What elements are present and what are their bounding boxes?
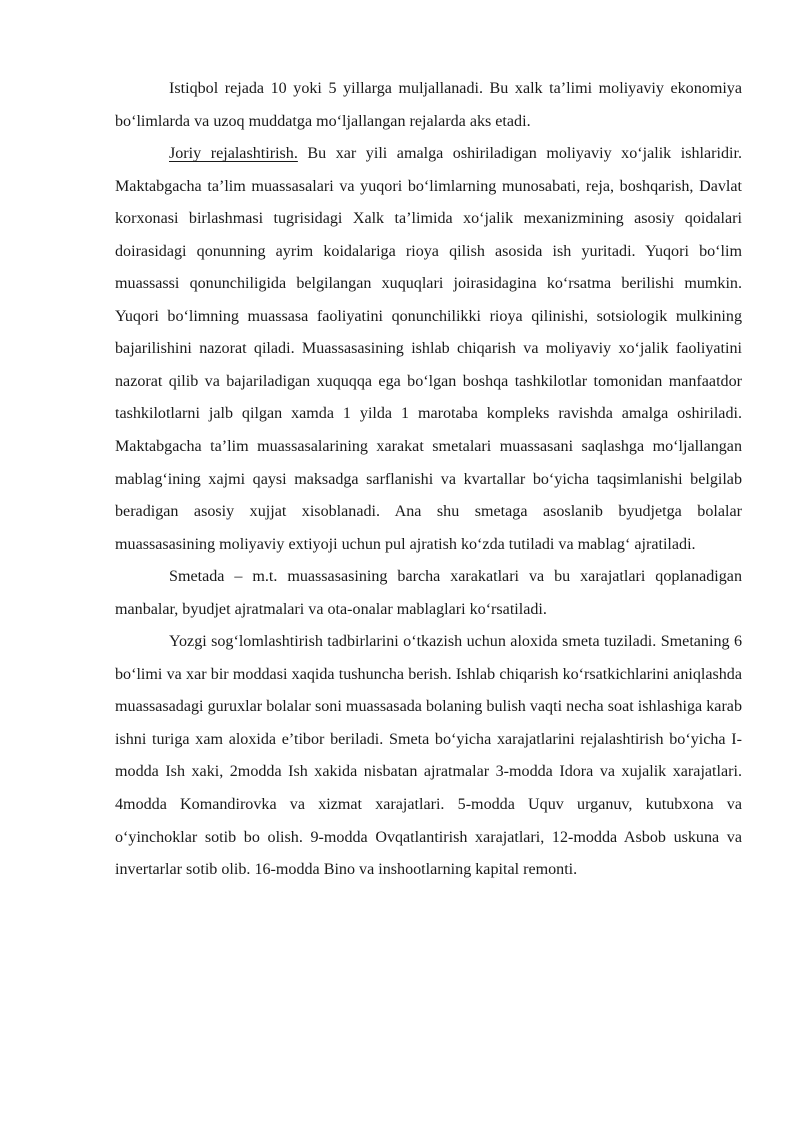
paragraph-heading: Joriy rejalashtirish. bbox=[169, 145, 298, 163]
document-body bbox=[115, 73, 742, 887]
paragraph-text: Istiqbol rejada 10 yoki 5 yillarga muljallanadi. Bu xalk ta’limi moliyaviy ekonomiya bo‘limlarda va uzoq muddatga mo‘ljallangan rejalarda aks etadi. bbox=[115, 80, 742, 130]
paragraph-text: Bu xar yili amalga oshiriladigan moliyaviy xo‘jalik ishlaridir. Maktabgacha ta’lim muassasalari va yuqori bo‘limlarning munosabati, reja, boshqarish, Davlat korxonasi birlashmasi tugrisidagi Xalk ta’limida xo‘jalik mexanizmining asosiy qoidalari doirasidagi qonunning ayrim koidalariga rioya qilish asosida ish yuritadi. Yuqori bo‘lim muassassi qonunchiligida belgilangan xuquqlari joirasidagina ko‘rsatma berilishi mumkin. Yuqori bo‘limning muassasa faoliyatini qonunchilikki rioya qilinishi, sotsiologik mulkining bajarilishini nazorat qiladi. Muassasasining ishlab chiqarish va moliyaviy xo‘jalik faoliyatini nazorat qilib va bajariladigan xuquqqa ega bo‘lgan boshqa tashkilotlar tomonidan manfaatdor tashkilotlarni jalb qilgan xamda 1 yilda 1 marotaba kompleks ravishda amalga oshiriladi. Maktabgacha ta’lim muassasalarining xarakat smetalari muassasani saqlashga mo‘ljallangan mablag‘ining xajmi qaysi maksadga sarflanishi va kvartallar bo‘yicha taqsimlanishi belgilab beradigan asosiy xujjat xisoblanadi. Ana shu smetaga asoslanib byudjetga bolalar muassasasining moliyaviy extiyoji uchun pul ajratish ko‘zda tutiladi va mablag‘ ajratiladi. bbox=[115, 145, 742, 553]
paragraph-text: Yozgi sog‘lomlashtirish tadbirlarini o‘tkazish uchun aloxida smeta tuziladi. Smetaning 6 bo‘limi va xar bir moddasi xaqida tushuncha berish. Ishlab chiqarish ko‘rsatkichlarini aniqlashda muassasadagi guruxlar bolalar soni muassasada bolaning bulish vaqti necha soat ishlashiga karab ishni turiga xam aloxida e’tibor beriladi. Smeta bo‘yicha xarajatlarini rejalashtirish bo‘yicha I-modda Ish xaki, 2modda Ish xakida nisbatan ajratmalar 3-modda Idora va xujalik xarajatlari. 4modda Komandirovka va xizmat xarajatlari. 5-modda Uquv urganuv, kutubxona va o‘yinchoklar sotib bo olish. 9-modda Ovqatlantirish xarajatlari, 12-modda Asbob uskuna va invertarlar sotib olib. 16-modda Bino va inshootlarning kapital remonti. bbox=[115, 633, 742, 879]
paragraph-long-term-plan bbox=[115, 73, 742, 138]
paragraph-summer-estimate bbox=[115, 626, 742, 886]
paragraph-estimate bbox=[115, 561, 742, 626]
paragraph-current-planning bbox=[115, 138, 742, 561]
paragraph-text: Smetada – m.t. muassasasining barcha xarakatlari va bu xarajatlari qoplanadigan manbalar, byudjet ajratmalari va ota-onalar mablaglari ko‘rsatiladi. bbox=[115, 568, 742, 618]
